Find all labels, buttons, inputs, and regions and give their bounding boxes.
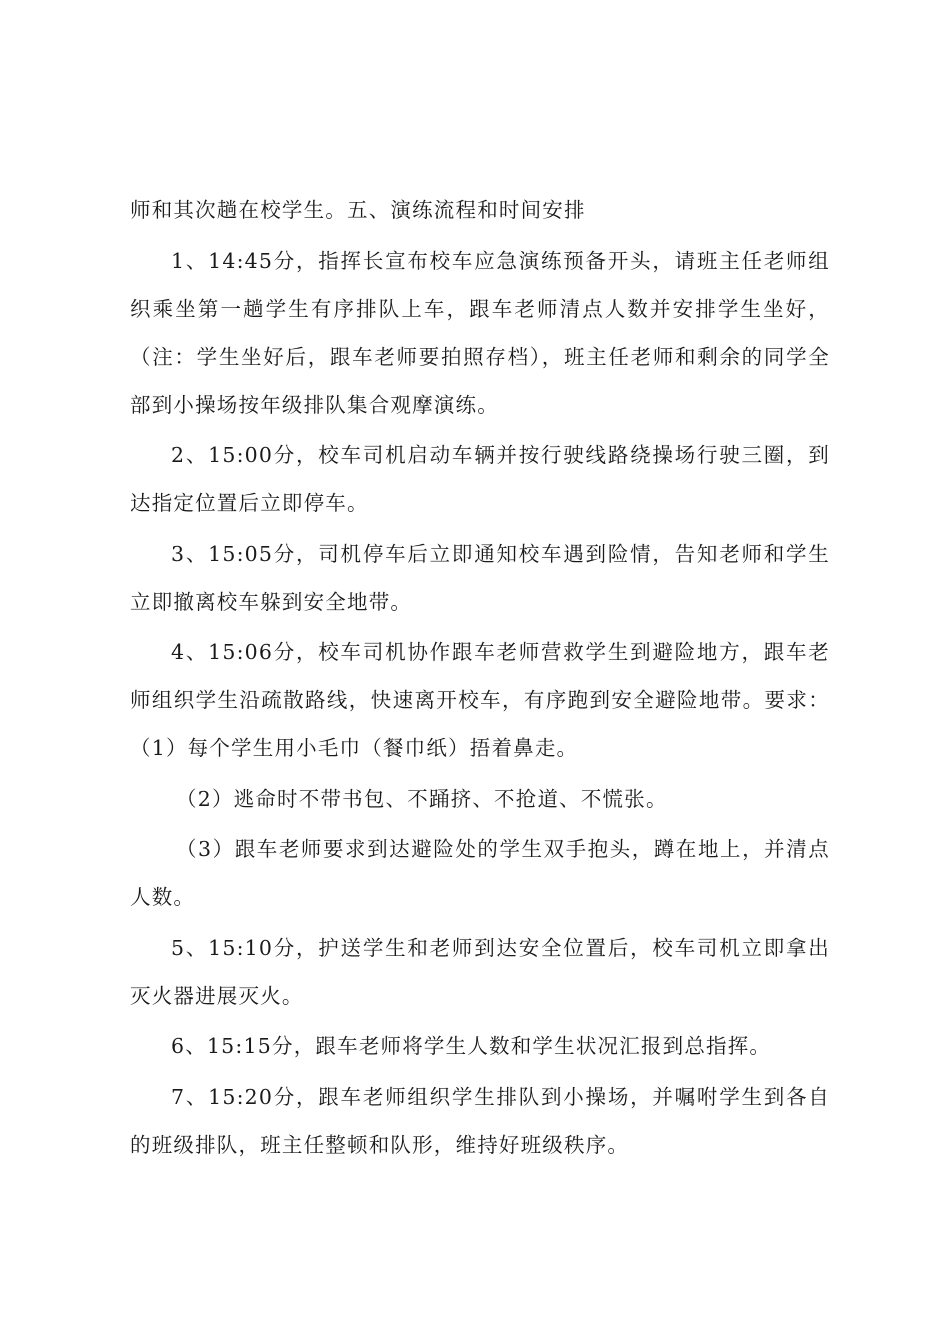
paragraph-step-2: 2、15:00分，校车司机启动车辆并按行驶线路绕操场行驶三圈，到达指定位置后立即停车。 [130,443,830,515]
paragraph-step-4: 4、15:06分，校车司机协作跟车老师营救学生到避险地方，跟车老师组织学生沿疏散路线，快速离开校车，有序跑到安全避险地带。要求：（1）每个学生用小毛巾（餐巾纸）捂着鼻走。 [130,640,830,760]
paragraph-intro: 师和其次趟在校学生。五、演练流程和时间安排 [130,198,586,222]
paragraph-step-7: 7、15:20分，跟车老师组织学生排队到小操场，并嘱咐学生到各自的班级排队，班主任整顿和队形，维持好班级秩序。 [130,1084,830,1157]
paragraph-step-3: 3、15:05分，司机停车后立即通知校车遇到险情，告知老师和学生立即撤离校车躲到安全地带。 [130,541,830,614]
paragraph-step-5: 5、15:10分，护送学生和老师到达安全位置后，校车司机立即拿出灭火器进展灭火。 [130,935,830,1008]
document-body [130,186,830,1169]
paragraph-step-6: 6、15:15分，跟车老师将学生人数和学生状况汇报到总指挥。 [171,1034,772,1058]
paragraph-requirement-3: （3）跟车老师要求到达避险处的学生双手抱头，蹲在地上，并清点人数。 [130,837,830,909]
paragraph-requirement-2: （2）逃命时不带书包、不踊挤、不抢道、不慌张。 [176,786,668,811]
paragraph-step-1: 1、14:45分，指挥长宣布校车应急演练预备开头，请班主任老师组织乘坐第一趟学生有序排队上车，跟车老师清点人数并安排学生坐好，（注：学生坐好后，跟车老师要拍照存档），班主任老师和剩余的同学全部到小操场按年级排队集合观摩演练。 [130,248,830,417]
